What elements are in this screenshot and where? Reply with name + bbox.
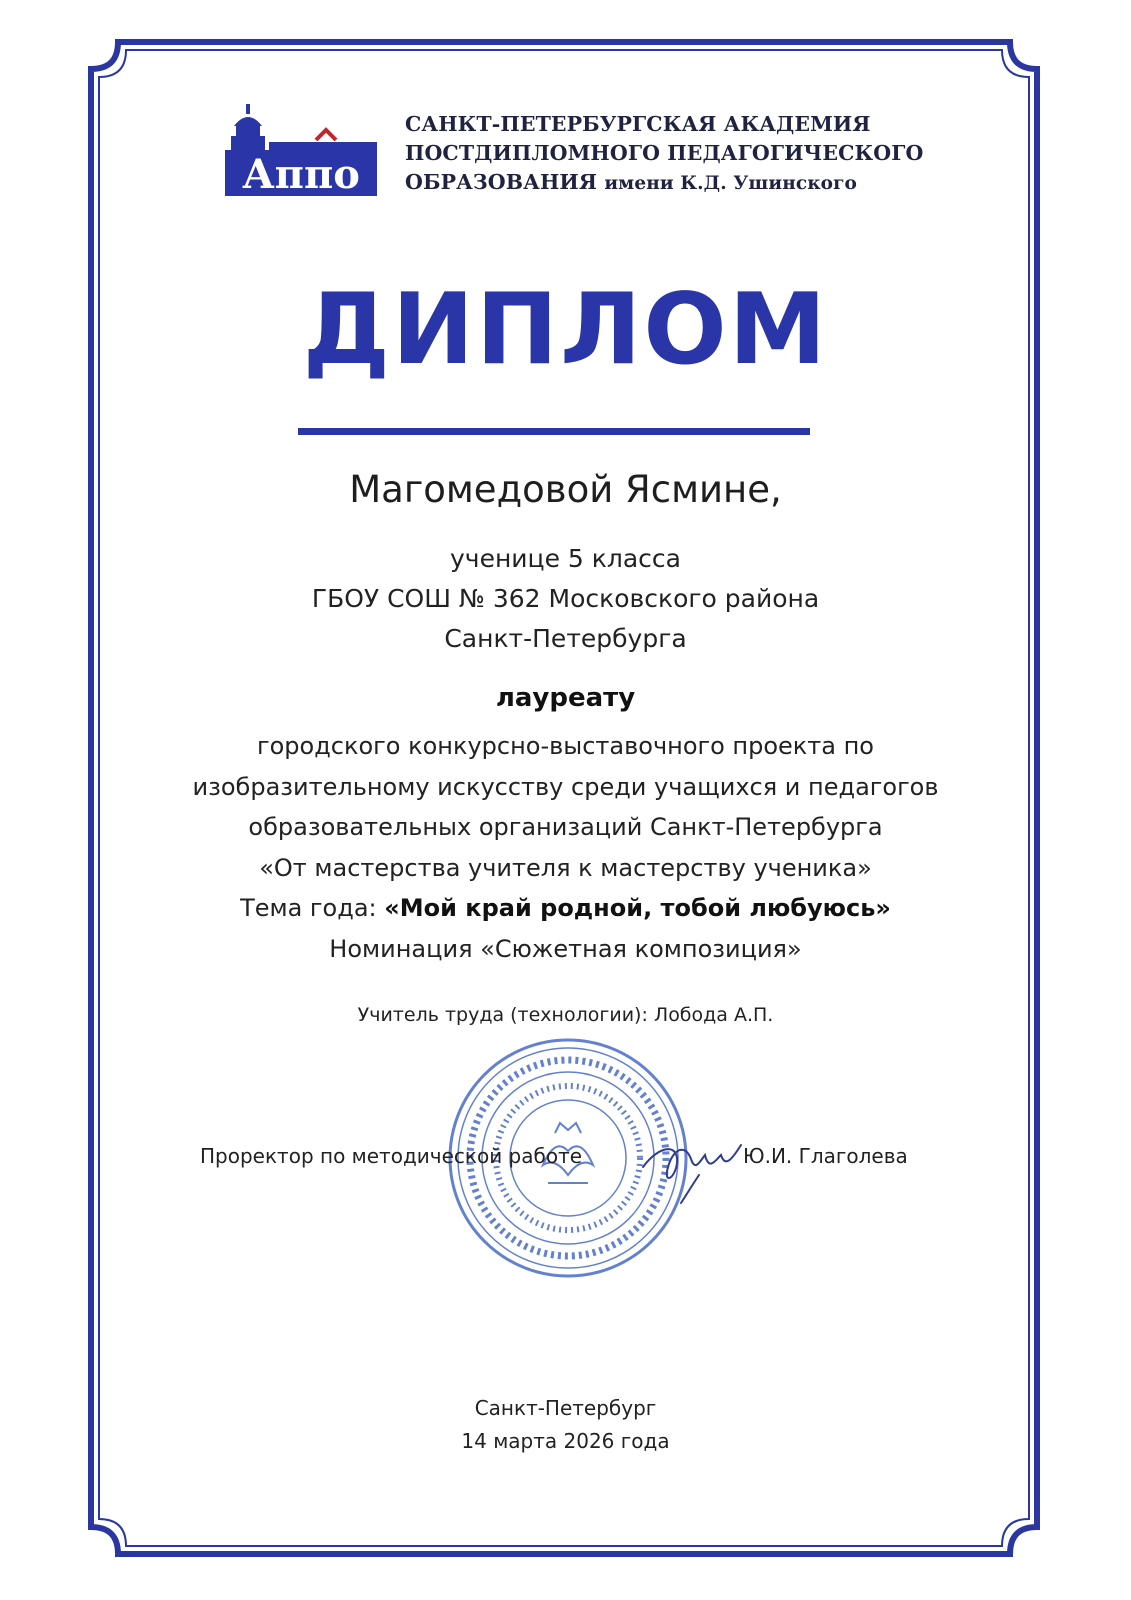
teacher-line: Учитель труда (технологии): Лобода А.П.	[357, 1004, 774, 1026]
org-line-3-main: ОБРАЗОВАНИЯ	[405, 170, 598, 194]
issue-city: Санкт-Петербург	[474, 1396, 657, 1420]
org-line-1: САНКТ-ПЕТЕРБУРГСКАЯ АКАДЕМИЯ	[405, 112, 871, 136]
award-title: лауреату	[495, 683, 636, 713]
award-description	[0, 726, 1131, 969]
organization-name	[405, 110, 923, 198]
org-line-3-suffix: имени К.Д. Ушинского	[604, 173, 857, 194]
recipient-city: Санкт-Петербурга	[444, 624, 687, 653]
org-line-2: ПОСТДИПЛОМНОГО ПЕДАГОГИЧЕСКОГО	[405, 141, 924, 165]
recipient-details	[0, 539, 1131, 659]
description-line-3: образовательных организаций Санкт-Петербурга	[248, 813, 883, 841]
academy-logo	[223, 102, 379, 198]
recipient-school: ГБОУ СОШ № 362 Московского района	[311, 584, 820, 613]
nomination: Номинация «Сюжетная композиция»	[329, 934, 802, 963]
description-line-1: городского конкурсно-выставочного проекта по	[257, 732, 874, 760]
issue-date: 14 марта 2026 года	[461, 1429, 670, 1453]
issue-place-date	[0, 1392, 1131, 1458]
signatory-name: Ю.И. Глаголева	[743, 1144, 908, 1168]
description-line-4: «От мастерства учителя к мастерству ученика»	[259, 853, 872, 882]
description-line-2: изобразительному искусству среди учащихся и педагогов	[192, 772, 939, 801]
theme-line	[0, 888, 1131, 929]
org-line-3	[405, 168, 923, 198]
title-underline	[298, 428, 810, 435]
logo-text: Аппо	[242, 151, 360, 198]
signatory-role: Проректор по методической работе	[200, 1144, 583, 1168]
diploma-title: ДИПЛОМ	[302, 273, 829, 387]
signature	[635, 1115, 755, 1205]
theme-label: Тема года:	[240, 894, 377, 922]
recipient-name: Магомедовой Ясмине,	[349, 468, 782, 511]
recipient-grade: ученице 5 класса	[450, 544, 681, 573]
theme-value: «Мой край родной, тобой любуюсь»	[384, 894, 891, 922]
